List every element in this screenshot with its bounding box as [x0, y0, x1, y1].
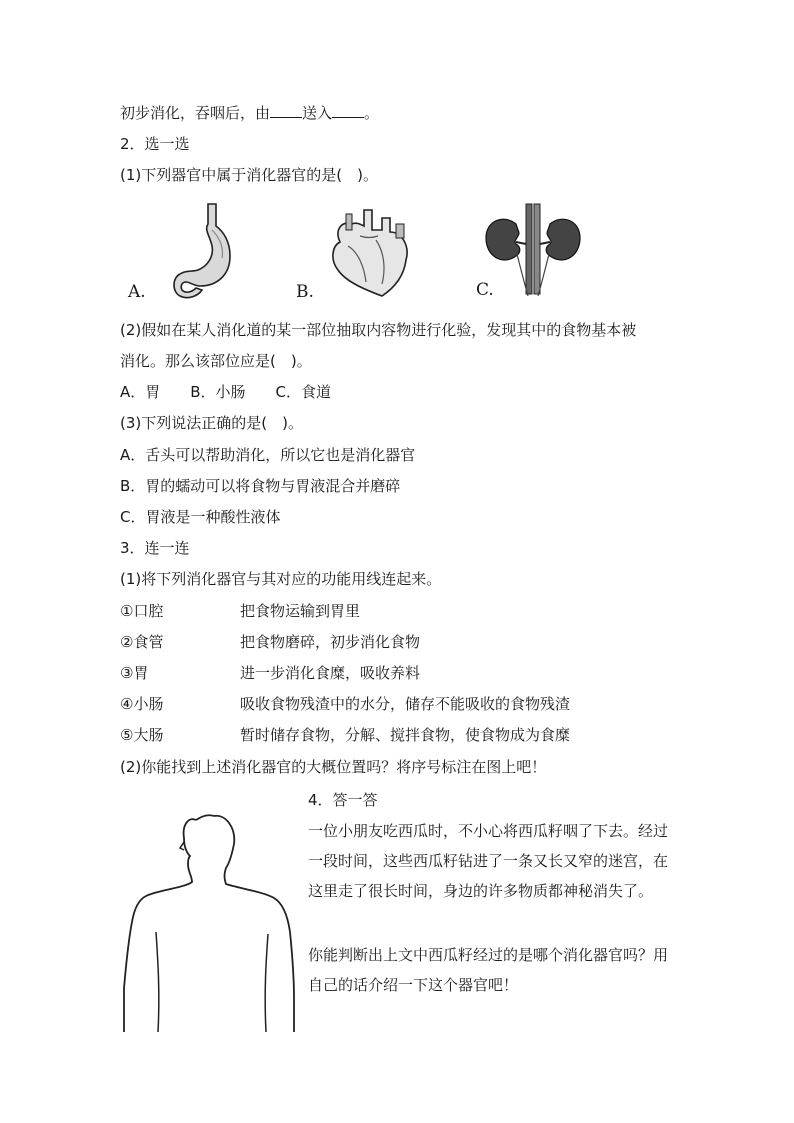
- q2-sub3-option-b: B．胃的蠕动可以将食物与胃液混合并磨碎: [120, 477, 401, 495]
- option-b-label[interactable]: B.: [296, 282, 314, 302]
- option-a-label[interactable]: A.: [128, 282, 146, 302]
- q2-sub2-line1: (2)假如在某人消化道的某一部位抽取内容物进行化验，发现其中的食物基本被: [120, 321, 637, 339]
- q2-sub1-text: (1)下列器官中属于消化器官的是( )。: [120, 166, 378, 184]
- q2-sub3-option-c: C．胃液是一种酸性液体: [120, 508, 281, 526]
- q3-title: 3．连一连: [120, 539, 190, 557]
- organ-item-esophagus[interactable]: ②食管: [120, 633, 164, 651]
- organ-item-mouth[interactable]: ①口腔: [120, 602, 164, 620]
- function-item-1[interactable]: 把食物运输到胃里: [240, 602, 361, 620]
- organ-illustrations: [120, 196, 622, 306]
- heart-illustration: [333, 210, 407, 296]
- q3-sub1-text: (1)将下列消化器官与其对应的功能用线连起来。: [120, 570, 442, 588]
- organ-options-figure: [120, 196, 622, 306]
- q2-sub2-options: A．胃 B．小肠 C．食道: [120, 383, 332, 401]
- q4-question: 你能判断出上文中西瓜籽经过的是哪个消化器官吗？用自己的话介绍一下这个器官吧！: [308, 946, 669, 994]
- human-silhouette: [118, 792, 298, 1034]
- body-outline-figure[interactable]: [118, 792, 298, 1034]
- answer-blank-2[interactable]: [332, 103, 364, 118]
- q1-line: [120, 103, 379, 123]
- option-c-label[interactable]: C.: [476, 280, 494, 300]
- stomach-illustration: [174, 204, 230, 298]
- q4-title: 4．答一答: [308, 791, 378, 809]
- q2-sub3-option-a: A．舌头可以帮助消化，所以它也是消化器官: [120, 446, 416, 464]
- q1-mid: 送入: [302, 104, 333, 122]
- q1-prefix: 初步消化，吞咽后，由: [120, 104, 271, 122]
- organ-item-large-intestine[interactable]: ⑤大肠: [120, 726, 164, 744]
- function-item-5[interactable]: 暂时储存食物，分解、搅拌食物，使食物成为食糜: [240, 726, 571, 744]
- answer-blank-1[interactable]: [270, 103, 302, 118]
- q2-sub3-text: (3)下列说法正确的是( )。: [120, 414, 303, 432]
- organ-item-small-intestine[interactable]: ④小肠: [120, 695, 164, 713]
- kidneys-illustration: [486, 204, 580, 296]
- function-item-4[interactable]: 吸收食物残渣中的水分，储存不能吸收的食物残渣: [240, 695, 571, 713]
- organ-item-stomach[interactable]: ③胃: [120, 664, 149, 682]
- q4-story: 一位小朋友吃西瓜时，不小心将西瓜籽咽了下去。经过一段时间，这些西瓜籽钻进了一条又长又窄的迷宫，在这里走了很长时间，身边的许多物质都神秘消失了。: [308, 822, 669, 900]
- function-item-3[interactable]: 进一步消化食糜，吸收养料: [240, 664, 421, 682]
- q1-end: 。: [364, 104, 380, 122]
- function-item-2[interactable]: 把食物磨碎，初步消化食物: [240, 633, 421, 651]
- q2-sub2-line2: 消化。那么该部位应是( )。: [120, 352, 312, 370]
- q2-title: 2．选一选: [120, 135, 190, 153]
- q3-sub2-text: (2)你能找到上述消化器官的大概位置吗？将序号标注在图上吧！: [120, 758, 547, 776]
